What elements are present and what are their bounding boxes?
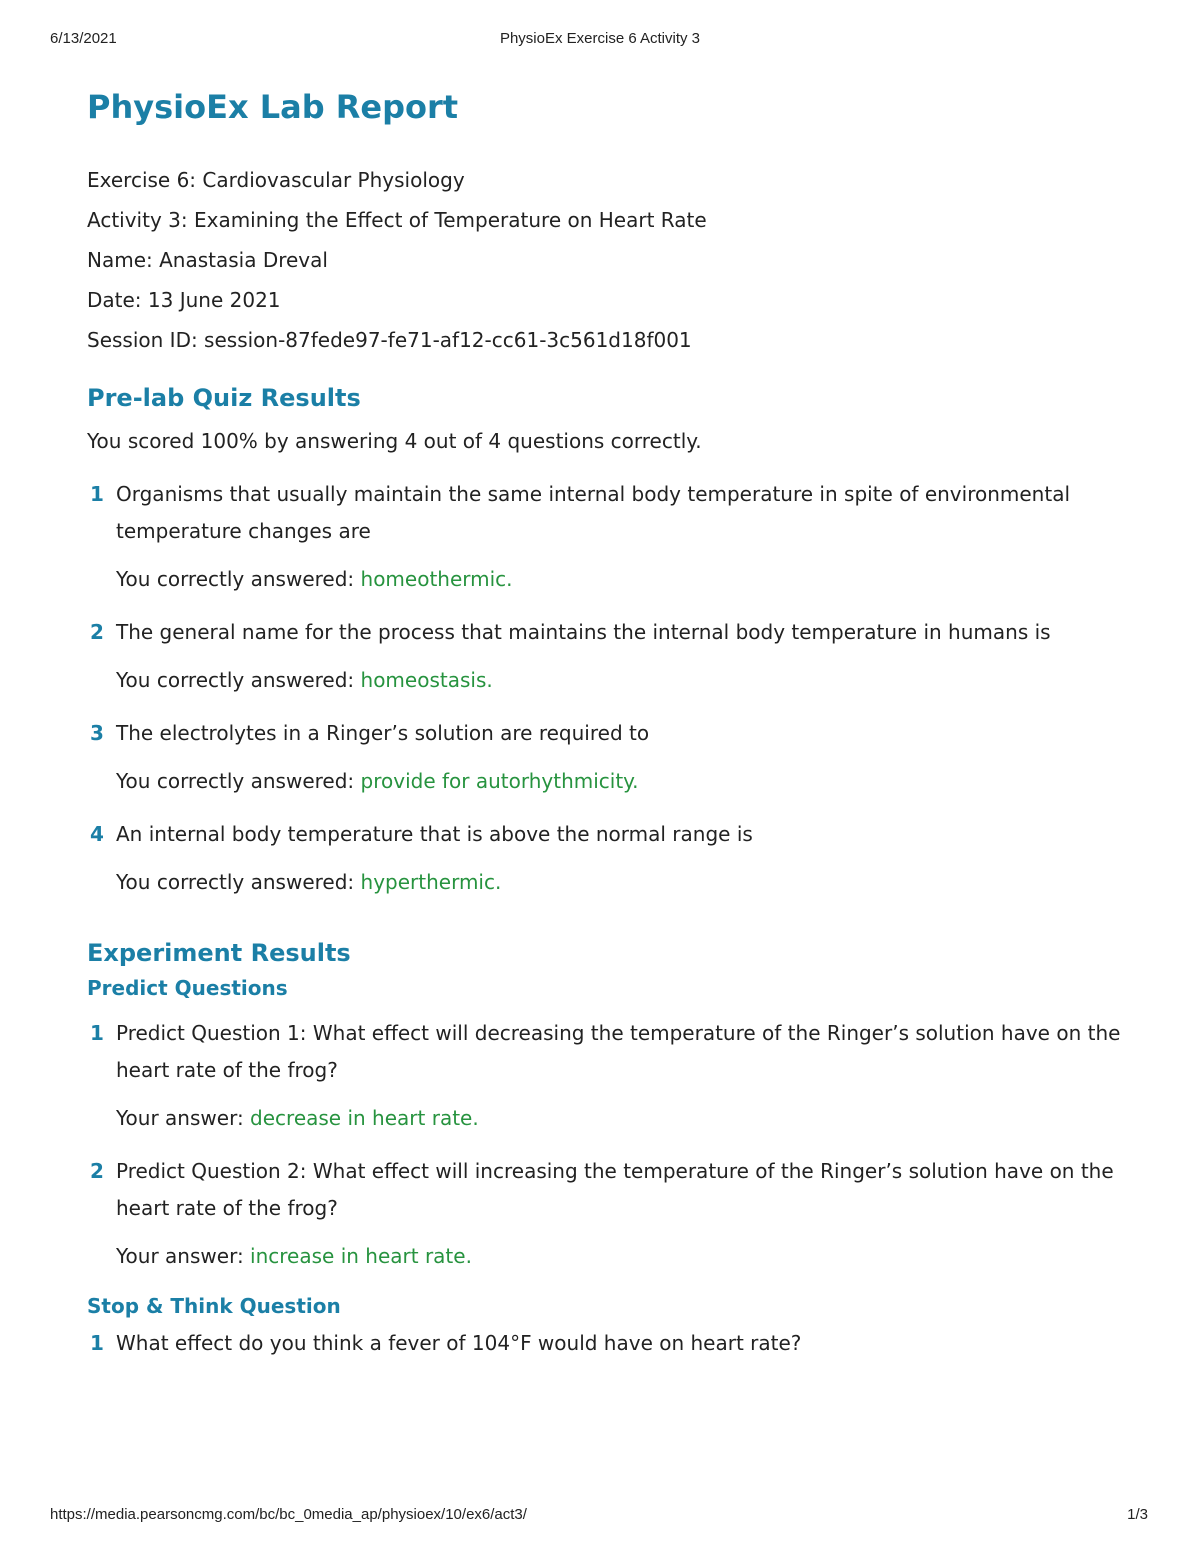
stop-think-title: Stop & Think Question [87,1294,341,1318]
predict-questions-group [87,973,1147,1271]
report-meta [87,160,1147,360]
question-answer [116,1103,1147,1133]
answer-value: decrease in heart rate. [250,1106,479,1130]
answer-value: homeothermic. [360,567,513,591]
predict-questions-title: Predict Questions [87,976,288,1000]
meta-exercise: Exercise 6: Cardiovascular Physiology [87,168,465,192]
prelab-question [87,476,1147,594]
answer-prefix: You correctly answered: [116,769,361,793]
meta-session-id: Session ID: session-87fede97-fe71-af12-cc61-3c561d18f001 [87,328,692,352]
question-number: 3 [90,721,104,745]
question-text: Organisms that usually maintain the same internal body temperature in spite of environmental temperature changes are [116,482,1071,543]
question-answer [116,867,1147,897]
answer-prefix: Your answer: [116,1106,251,1130]
print-header-title: PhysioEx Exercise 6 Activity 3 [499,30,701,47]
question-answer [116,665,1147,695]
footer-url: https://media.pearsoncmg.com/bc/bc_0media_ap/physioex/10/ex6/act3/ [50,1506,527,1523]
answer-prefix: Your answer: [116,1244,251,1268]
prelab-score: You scored 100% by answering 4 out of 4 questions correctly. [87,429,702,453]
question-number: 2 [90,620,104,644]
footer-page-number: 1/3 [1127,1506,1148,1523]
page-title: PhysioEx Lab Report [87,88,459,126]
question-text: Predict Question 1: What effect will decreasing the temperature of the Ringer’s solution have on the heart rate of the frog? [116,1021,1121,1082]
question-text: An internal body temperature that is above the normal range is [116,822,753,846]
prelab-section [87,382,1147,897]
question-number: 2 [90,1159,104,1183]
meta-name: Name: Anastasia Dreval [87,248,328,272]
experiment-section [87,937,1147,1362]
question-text: Predict Question 2: What effect will increasing the temperature of the Ringer’s solution have on the heart rate of the frog? [116,1159,1114,1220]
meta-activity: Activity 3: Examining the Effect of Temperature on Heart Rate [87,208,707,232]
question-number: 1 [90,1331,104,1355]
question-text: The general name for the process that maintains the internal body temperature in humans is [116,620,1051,644]
prelab-title: Pre-lab Quiz Results [87,384,361,412]
stop-think-group [87,1291,1147,1362]
question-text: What effect do you think a fever of 104°F would have on heart rate? [116,1331,802,1355]
question-text: The electrolytes in a Ringer’s solution are required to [116,721,650,745]
experiment-title: Experiment Results [87,939,351,967]
question-answer [116,766,1147,796]
answer-value: homeostasis. [360,668,493,692]
question-number: 1 [90,1021,104,1045]
answer-value: increase in heart rate. [250,1244,472,1268]
predict-question [87,1153,1147,1271]
predict-question [87,1015,1147,1133]
question-number: 1 [90,482,104,506]
question-answer [116,1241,1147,1271]
answer-prefix: You correctly answered: [116,668,361,692]
answer-value: hyperthermic. [360,870,502,894]
meta-date: Date: 13 June 2021 [87,288,281,312]
answer-value: provide for autorhythmicity. [360,769,639,793]
report-content [87,84,1147,1382]
stop-think-question [87,1325,1147,1362]
prelab-question [87,816,1147,897]
print-header-date: 6/13/2021 [50,30,117,47]
question-number: 4 [90,822,104,846]
answer-prefix: You correctly answered: [116,567,361,591]
question-answer [116,564,1147,594]
prelab-question [87,715,1147,796]
prelab-question [87,614,1147,695]
answer-prefix: You correctly answered: [116,870,361,894]
